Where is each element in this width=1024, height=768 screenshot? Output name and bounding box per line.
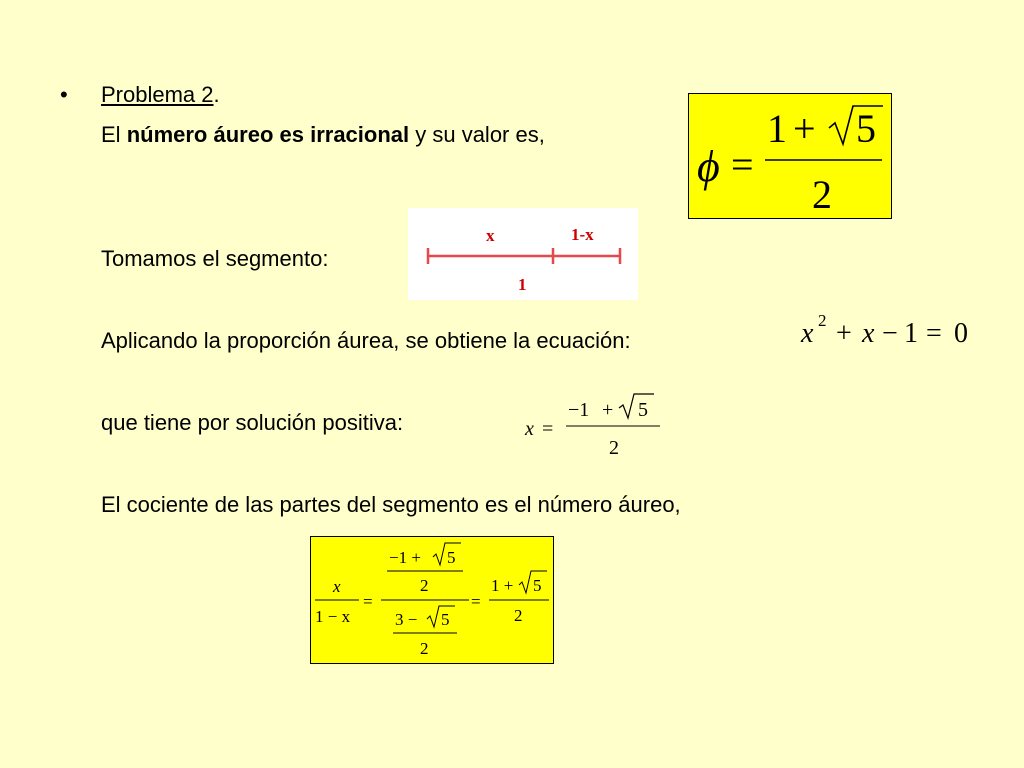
ratio-mid-top-num: −1 +: [389, 548, 421, 567]
ratio-right-num: 1 +: [491, 576, 514, 595]
eq-minus: −: [882, 318, 898, 349]
segment-sentence: Tomamos el segmento:: [101, 246, 329, 271]
phi-num-one: 1: [767, 106, 787, 151]
sol-minus-one: −1: [568, 399, 590, 421]
intro-prefix: El: [101, 122, 127, 147]
problem-title: Problema 2: [101, 82, 214, 107]
solution-formula: [522, 388, 667, 462]
ratio-mid-top-rad: 5: [447, 548, 456, 567]
eq-x: x: [801, 318, 814, 349]
sqrt-icon: [619, 394, 654, 418]
ratio-formula-box: [310, 536, 554, 664]
segment-diagram: [408, 208, 638, 300]
segment-label-x: x: [486, 226, 495, 245]
ratio-mid-bot-num: 3 −: [395, 610, 418, 629]
phi-plus: +: [793, 106, 816, 151]
ratio-right-den: 2: [514, 606, 523, 625]
ratio-right-rad: 5: [533, 576, 542, 595]
ratio-equals-1: =: [363, 592, 373, 611]
eq-equals: =: [926, 318, 942, 349]
eq-exponent: 2: [818, 311, 827, 330]
segment-label-total: 1: [518, 275, 527, 294]
ratio-left-den: 1 − x: [315, 607, 351, 626]
eq-zero: 0: [954, 318, 968, 349]
sol-radicand: 5: [638, 399, 648, 421]
ratio-mid-bot-den: 2: [420, 639, 429, 658]
sol-plus: +: [602, 399, 614, 421]
phi-formula-box: [688, 93, 892, 219]
proportion-sentence: Aplicando la proporción áurea, se obtiene la ecuación:: [101, 328, 631, 353]
sol-denominator: 2: [609, 437, 619, 459]
ratio-mid-bot-rad: 5: [441, 610, 450, 629]
eq-x2: x: [862, 318, 875, 349]
phi-symbol: ϕ: [697, 142, 720, 191]
bullet: •: [60, 82, 68, 107]
phi-formula: [689, 94, 891, 218]
ratio-left-num: x: [333, 577, 341, 596]
ratio-mid-top-den: 2: [420, 576, 429, 595]
eq-plus: +: [836, 318, 852, 349]
eq-one: 1: [904, 318, 918, 349]
intro-bold: número áureo es irracional: [126, 122, 410, 147]
phi-radicand: 5: [856, 106, 876, 151]
quadratic-equation: [796, 306, 986, 356]
problem-heading: [101, 82, 220, 108]
phi-equals: =: [731, 142, 754, 187]
problem-title-suffix: .: [213, 82, 220, 107]
segment-label-one-minus-x: 1-x: [571, 225, 594, 244]
intro-suffix: y su valor es,: [409, 122, 545, 147]
solution-sentence: que tiene por solución positiva:: [101, 410, 404, 435]
phi-denominator: 2: [812, 172, 832, 217]
intro-sentence: [101, 122, 545, 148]
ratio-equals-2: =: [471, 592, 481, 611]
sol-equals: =: [542, 418, 554, 440]
ratio-sentence: El cociente de las partes del segmento es el número áureo,: [101, 492, 681, 517]
sol-x: x: [525, 418, 534, 440]
